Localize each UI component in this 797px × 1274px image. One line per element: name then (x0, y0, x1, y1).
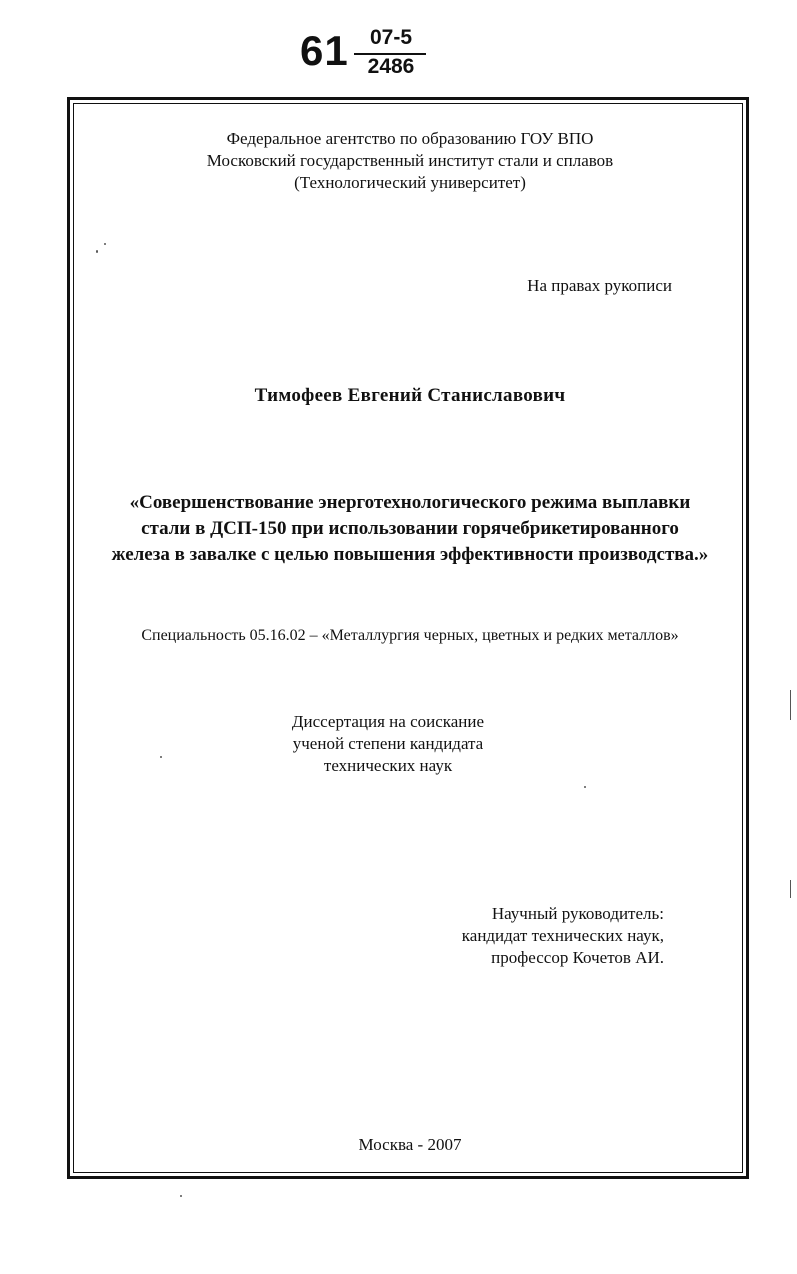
organization-line: (Технологический университет) (294, 173, 526, 192)
organization-line: Федеральное агентство по образованию ГОУ ВПО (226, 129, 594, 148)
title-line: железа в завалке с целью повышения эффективности производства.» (111, 544, 709, 565)
degree-line: ученой степени кандидата (292, 734, 484, 753)
scan-speck (584, 786, 586, 788)
stamp-top-number: 07-5 (369, 26, 413, 49)
specialty-line: Специальность 05.16.02 – «Металлургия черных, цветных и редких металлов» (141, 627, 679, 644)
rights-note: На правах рукописи (527, 276, 672, 295)
dissertation-title (80, 490, 740, 568)
library-stamp (300, 22, 440, 84)
title-line: стали в ДСП-150 при использовании горячебрикетированного (141, 518, 679, 539)
organization-line: Московский государственный институт стали и сплавов (206, 151, 614, 170)
dissertation-degree (268, 711, 508, 777)
title-line: «Совершенствование энерготехнологического режима выплавки (129, 492, 691, 513)
scan-speck (180, 1195, 182, 1197)
city-year: Москва - 2007 (358, 1135, 462, 1154)
supervisor-line: кандидат технических наук, (461, 926, 664, 945)
stamp-bottom-number: 2486 (367, 55, 415, 78)
supervisor-line: профессор Кочетов АИ. (491, 948, 664, 967)
scan-speck (790, 690, 791, 720)
supervisor-block (462, 903, 664, 969)
scan-speck (96, 250, 98, 253)
degree-line: Диссертация на соискание (291, 712, 485, 731)
author-name: Тимофеев Евгений Станиславович (254, 385, 566, 406)
degree-line: технических наук (323, 756, 453, 775)
scan-speck (790, 880, 791, 898)
organization-header (80, 128, 740, 194)
supervisor-line: Научный руководитель: (491, 904, 664, 923)
scan-speck (104, 243, 106, 245)
scan-speck (160, 756, 162, 758)
stamp-main-number: 61 (300, 27, 349, 74)
